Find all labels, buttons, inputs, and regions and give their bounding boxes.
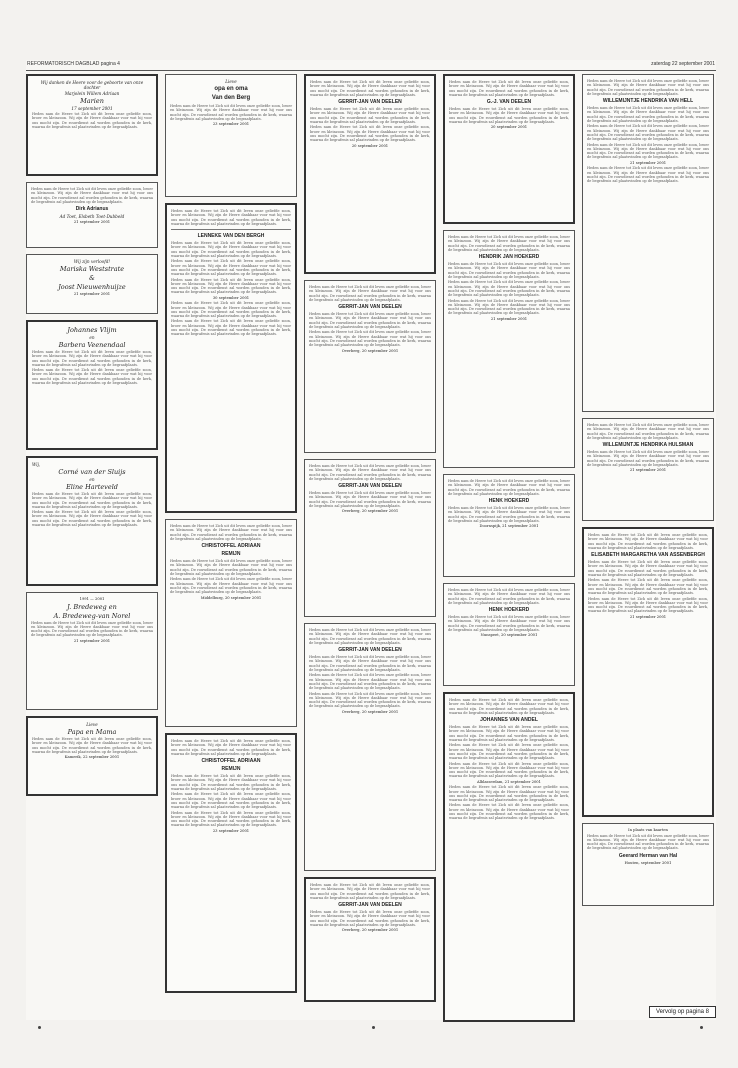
obituary-date: Overberg, 20 september 2001 [341, 348, 399, 353]
obituary-text: Heden nam de Heere tot Zich uit dit leven onze geliefde zoon, broer en kleinzoon. Wij zijn de Heere dankbaar voor wat hij voor ons mocht zijn. De rouwdienst zal worden gehouden in de kerk, waarna de begrafenis zal plaatsvinden op de begraafplaats. [309, 655, 431, 673]
bible-verse: Heden nam de Heere tot Zich uit dit leven onze geliefde zoon, broer en kleinzoon. Wij zijn de Heere dankbaar voor wat hij voor ons mocht zijn. De rouwdienst zal worden gehouden in de kerk, waarna de begrafenis zal plaatsvinden op de begraafplaats. [171, 739, 291, 756]
engagement-date: 21 september 2001 [73, 292, 111, 296]
deceased-name: GERRIT-JAN VAN DEELEN [338, 304, 402, 311]
obituary-text: Heden nam de Heere tot Zich uit dit leven onze geliefde zoon, broer en kleinzoon. Wij zijn de Heere dankbaar voor wat hij voor ons mocht zijn. De rouwdienst zal worden gehouden in de kerk, waarna de begrafenis zal plaatsvinden op de begraafplaats. [309, 691, 431, 709]
obituary-date: Middelburg, 20 september 2001 [200, 595, 262, 600]
obituary-intro: Heden nam de Heere tot Zich uit dit leven onze geliefde zoon, broer en kleinzoon. Wij zijn de Heere dankbaar voor wat hij voor ons mocht zijn. De rouwdienst zal worden gehouden in de kerk, waarna de begrafenis zal plaatsvinden op de begraafplaats. [309, 464, 431, 481]
fiance-name: Mariska Weststrate [59, 265, 125, 273]
obituary-intro: Heden nam de Heere tot Zich uit dit leven onze geliefde zoon, broer en kleinzoon. Wij zijn de Heere dankbaar voor wat hij voor ons mocht zijn. De rouwdienst zal worden gehouden in de kerk, waarna de begrafenis zal plaatsvinden op de begraafplaats. [309, 628, 431, 645]
deceased-name: GERRIT-JAN VAN DEELEN [338, 483, 402, 490]
bible-verse: Heden nam de Heere tot Zich uit dit leven onze geliefde zoon, broer en kleinzoon. Wij zijn de Heere dankbaar voor wat hij voor ons mocht zijn. De rouwdienst zal worden gehouden in de kerk, waarna de begrafenis zal plaatsvinden op de begraafplaats. [448, 235, 570, 252]
obituary-text: Heden nam de Heere tot Zich uit dit leven onze geliefde zoon, broer en kleinzoon. Wij zijn de Heere dankbaar voor wat hij voor ons mocht zijn. De rouwdienst zal worden gehouden in de kerk, waarna de begrafenis zal plaatsvinden op de begraafplaats. [448, 280, 570, 298]
funeral-details: Heden nam de Heere tot Zich uit dit leven onze geliefde zoon, broer en kleinzoon. Wij zijn de Heere dankbaar voor wat hij voor ons mocht zijn. De rouwdienst zal worden gehouden in de kerk, waarna de begrafenis zal plaatsvinden op de begraafplaats. [449, 785, 569, 803]
obituary-date: Nunspeet, 20 september 2001 [480, 633, 538, 638]
obituary-date: 20 september 2001 [351, 143, 389, 148]
obituary-date: 21 september 2001 [629, 468, 667, 473]
obituary-intro: Heden nam de Heere tot Zich uit dit leven onze geliefde zoon, broer en kleinzoon. Wij zijn de Heere dankbaar voor wat hij voor ons mocht zijn. De rouwdienst zal worden gehouden in de kerk, waarna de begrafenis zal plaatsvinden op de begraafplaats. [449, 80, 569, 97]
obituary-intro: Heden nam de Heere tot Zich uit dit leven onze geliefde zoon, broer en kleinzoon. Wij zijn de Heere dankbaar voor wat hij voor ons mocht zijn. De rouwdienst zal worden gehouden in de kerk, waarna de begrafenis zal plaatsvinden op de begraafplaats. [170, 524, 292, 541]
obituary-text: Heden nam de Heere tot Zich uit dit leven onze geliefde zoon, broer en kleinzoon. Wij zijn de Heere dankbaar voor wat hij voor ons mocht zijn. De rouwdienst zal worden gehouden in de kerk, waarna de begrafenis zal plaatsvinden op de begraafplaats. [449, 761, 569, 779]
ampersand: & [89, 274, 95, 282]
obituary-henk-hoekerd-2 [443, 583, 575, 686]
obituary-date: Overberg, 20 september 2001 [341, 509, 399, 514]
grandparents-anniversary [165, 74, 297, 197]
announcement-intro: Wij danken de Heere voor de geboorte van onze dochter [40, 80, 144, 90]
obituary-text: Heden nam de Heere tot Zich uit dit leven onze geliefde zoon, broer en kleinzoon. Wij zijn de Heere dankbaar voor wat hij voor ons mocht zijn. De rouwdienst zal worden gehouden in de kerk, waarna de begrafenis zal plaatsvinden op de begraafplaats. [309, 312, 431, 330]
funeral-details: Heden nam de Heere tot Zich uit dit leven onze geliefde zoon, broer en kleinzoon. Wij zijn de Heere dankbaar voor wat hij voor ons mocht zijn. De rouwdienst zal worden gehouden in de kerk, waarna de begrafenis zal plaatsvinden op de begraafplaats. [171, 319, 291, 337]
deceased-name: Geerard Herman van Hal [618, 852, 678, 859]
deceased-surname: REMIJN [221, 551, 241, 558]
obituary-text: Heden nam de Heere tot Zich uit dit leven onze geliefde zoon, broer en kleinzoon. Wij zijn de Heere dankbaar voor wat hij voor ons mocht zijn. De rouwdienst zal worden gehouden in de kerk, waarna de begrafenis zal plaatsvinden op de begraafplaats. [171, 792, 291, 810]
deceased-name: ELISABETH MARGARETHA VAN ASSENBERGH [591, 552, 705, 559]
obituary-text: Heden nam de Heere tot Zich uit dit leven onze geliefde zoon, broer en kleinzoon. Wij zijn de Heere dankbaar voor wat hij voor ons mocht zijn. De rouwdienst zal worden gehouden in de kerk, waarna de begrafenis zal plaatsvinden op de begraafplaats. [170, 559, 292, 577]
announcement-date: Kamerik, 22 september 2001 [64, 755, 120, 760]
obituary-van-deelen-2 [304, 280, 436, 453]
announcement-text: Heden nam de Heere tot Zich uit dit leven onze geliefde zoon, broer en kleinzoon. Wij zijn de Heere dankbaar voor wat hij voor ons mocht zijn. De rouwdienst zal worden gehouden in de kerk, waarna de begrafenis zal plaatsvinden op de begraafplaats. [31, 620, 153, 638]
obituary-text: Heden nam de Heere tot Zich uit dit leven onze geliefde zoon, broer en kleinzoon. Wij zijn de Heere dankbaar voor wat hij voor ons mocht zijn. De rouwdienst zal worden gehouden in de kerk, waarna de begrafenis zal plaatsvinden op de begraafplaats. [448, 506, 570, 524]
obituary-remijn-1 [165, 519, 297, 727]
deceased-name: WILLEMIJNTJE HENDRIKA HULSMAN [602, 442, 694, 449]
obituary-text: Heden nam de Heere tot Zich uit dit leven onze geliefde zoon, broer en kleinzoon. Wij zijn de Heere dankbaar voor wat hij voor ons mocht zijn. De rouwdienst zal worden gehouden in de kerk, waarna de begrafenis zal plaatsvinden op de begraafplaats. [310, 107, 430, 125]
announcement-text: Heden nam de Heere tot Zich uit dit leven onze geliefde zoon, broer en kleinzoon. Wij zijn de Heere dankbaar voor wat hij voor ons mocht zijn. De rouwdienst zal worden gehouden in de kerk, waarna de begrafenis zal plaatsvinden op de begraafplaats. [32, 492, 152, 509]
obituary-text: Heden nam de Heere tot Zich uit dit leven onze geliefde zoon, broer en kleinzoon. Wij zijn de Heere dankbaar voor wat hij voor ons mocht zijn. De rouwdienst zal worden gehouden in de kerk, waarna de begrafenis zal plaatsvinden op de begraafplaats. [309, 673, 431, 691]
child-name: Dirk Adrianus [75, 206, 109, 213]
wife-name: A. Bredeweg-van Norel [53, 611, 131, 620]
continued-on-page-8-link[interactable]: Vervolg op pagina 8 [649, 1006, 716, 1018]
birth-date: 17 september 2001 [71, 106, 113, 111]
obituary-van-assenbergh [582, 527, 714, 817]
deceased-surname: REMIJN [221, 766, 241, 773]
obituary-text: Heden nam de Heere tot Zich uit dit leven onze geliefde zoon, broer en kleinzoon. Wij zijn de Heere dankbaar voor wat hij voor ons mocht zijn. De rouwdienst zal worden gehouden in de kerk, waarna de begrafenis zal plaatsvinden op de begraafplaats. [310, 910, 430, 928]
announcement-intro: Lieve [86, 722, 98, 727]
obituary-date: 23 september 2001 [212, 828, 250, 833]
obituary-text: Heden nam de Heere tot Zich uit dit leven onze geliefde zoon, broer en kleinzoon. Wij zijn de Heere dankbaar voor wat hij voor ons mocht zijn. De rouwdienst zal worden gehouden in de kerk, waarna de begrafenis zal plaatsvinden op de begraafplaats. [310, 125, 430, 143]
fiancee-name: Joost Nieuwenhuijze [58, 283, 126, 291]
announcement-text: Heden nam de Heere tot Zich uit dit leven onze geliefde zoon, broer en kleinzoon. Wij zijn de Heere dankbaar voor wat hij voor ons mocht zijn. De rouwdienst zal worden gehouden in de kerk, waarna de begrafenis zal plaatsvinden op de begraafplaats. [170, 104, 292, 121]
groom-name: Corné van der Sluijs [58, 468, 126, 476]
engagement-announcement [26, 254, 158, 314]
bible-verse: Heden nam de Heere tot Zich uit dit leven onze geliefde zoon, broer en kleinzoon. Wij zijn de Heere dankbaar voor wat hij voor ons mocht zijn. De rouwdienst zal worden gehouden in de kerk, waarna de begrafenis zal plaatsvinden op de begraafplaats. [588, 533, 708, 550]
registration-mark [372, 1026, 375, 1029]
parents-anniversary [26, 716, 158, 796]
engagement-intro: Wij zijn verloofd! [73, 259, 111, 264]
obituary-date: Alblasserdam, 21 september 2001 [476, 779, 542, 784]
obituary-text: Heden nam de Heere tot Zich uit dit leven onze geliefde zoon, broer en kleinzoon. Wij zijn de Heere dankbaar voor wat hij voor ons mocht zijn. De rouwdienst zal worden gehouden in de kerk, waarna de begrafenis zal plaatsvinden op de begraafplaats. [171, 241, 291, 259]
obituary-date: 21 september 2001 [629, 160, 667, 165]
anniversary-announcement [26, 592, 158, 710]
announcement-intro: Wij, [32, 462, 41, 467]
deceased-name: CHRISTOFFEL ADRIAAN [201, 758, 261, 765]
announcement-text: Heden nam de Heere tot Zich uit dit leven onze geliefde zoon, broer en kleinzoon. Wij zijn de Heere dankbaar voor wat hij voor ons mocht zijn. De rouwdienst zal worden gehouden in de kerk, waarna de begrafenis zal plaatsvinden op de begraafplaats. [32, 368, 152, 386]
column-3 [304, 74, 436, 1008]
wedding-announcement-2 [26, 456, 158, 586]
anniversary-years: 1991 — 2001 [79, 597, 105, 601]
deceased-name: WILLEMIJNTJE HENDRIKA VAN HELL [602, 98, 694, 105]
husband-name: J. Bredeweg en [67, 602, 117, 611]
conjunction: en [89, 335, 95, 340]
obituary-van-hal [582, 823, 714, 906]
column-1 [26, 74, 158, 802]
obituary-intro: Heden nam de Heere tot Zich uit dit leven onze geliefde zoon, broer en kleinzoon. Wij zijn de Heere dankbaar voor wat hij voor ons mocht zijn. De rouwdienst zal worden gehouden in de kerk, waarna de begrafenis zal plaatsvinden op de begraafplaats. [310, 80, 430, 97]
announcement-date: 21 september 2001 [73, 220, 111, 225]
child-name: Marien [80, 97, 104, 105]
announcement-text: Heden nam de Heere tot Zich uit dit leven onze geliefde zoon, broer en kleinzoon. Wij zijn de Heere dankbaar voor wat hij voor ons mocht zijn. De rouwdienst zal worden gehouden in de kerk, waarna de begrafenis zal plaatsvinden op de begraafplaats. [32, 737, 152, 754]
obituary-date: 20 september 2001 [490, 125, 528, 130]
obituary-text: Heden nam de Heere tot Zich uit dit leven onze geliefde zoon, broer en kleinzoon. Wij zijn de Heere dankbaar voor wat hij voor ons mocht zijn. De rouwdienst zal worden gehouden in de kerk, waarna de begrafenis zal plaatsvinden op de begraafplaats. [171, 810, 291, 828]
announcement-text: Heden nam de Heere tot Zich uit dit leven onze geliefde zoon, broer en kleinzoon. Wij zijn de Heere dankbaar voor wat hij voor ons mocht zijn. De rouwdienst zal worden gehouden in de kerk, waarna de begrafenis zal plaatsvinden op de begraafplaats. [32, 510, 152, 528]
bride-name: Barbera Veenendaal [58, 341, 126, 349]
obituary-van-deelen-1 [304, 74, 436, 274]
obituary-text: Heden nam de Heere tot Zich uit dit leven onze geliefde zoon, broer en kleinzoon. Wij zijn de Heere dankbaar voor wat hij voor ons mocht zijn. De rouwdienst zal worden gehouden in de kerk, waarna de begrafenis zal plaatsvinden op de begraafplaats. [448, 615, 570, 633]
parents-names: Ad Toet, Elsbeth Toet-Dubbeld [59, 214, 125, 220]
obituary-intro: Heden nam de Heere tot Zich uit dit leven onze geliefde zoon, broer en kleinzoon. Wij zijn de Heere dankbaar voor wat hij voor ons mocht zijn. De rouwdienst zal worden gehouden in de kerk, waarna de begrafenis zal plaatsvinden op de begraafplaats. [309, 285, 431, 302]
wedding-announcement [26, 320, 158, 450]
obituary-hulsman [582, 418, 714, 521]
obituary-van-deelen-4 [304, 623, 436, 871]
birth-announcement-2 [26, 182, 158, 248]
obituary-text: Heden nam de Heere tot Zich uit dit leven onze geliefde zoon, broer en kleinzoon. Wij zijn de Heere dankbaar voor wat hij voor ons mocht zijn. De rouwdienst zal worden gehouden in de kerk, waarna de begrafenis zal plaatsvinden op de begraafplaats. [449, 725, 569, 743]
groom-name: Johannes Vlijm [67, 326, 117, 334]
funeral-details: Heden nam de Heere tot Zich uit dit leven onze geliefde zoon, broer en kleinzoon. Wij zijn de Heere dankbaar voor wat hij voor ons mocht zijn. De rouwdienst zal worden gehouden in de kerk, waarna de begrafenis zal plaatsvinden op de begraafplaats. [449, 803, 569, 821]
obituary-text: Heden nam de Heere tot Zich uit dit leven onze geliefde zoon, broer en kleinzoon. Wij zijn de Heere dankbaar voor wat hij voor ons mocht zijn. De rouwdienst zal worden gehouden in de kerk, waarna de begrafenis zal plaatsvinden op de begraafplaats. [171, 277, 291, 295]
obituary-date: 21 september 2001 [490, 316, 528, 321]
obituary-date: 30 september 2001 [212, 295, 250, 300]
obituary-date: Doornspijk, 21 september 2001 [479, 524, 539, 529]
obituary-text: Heden nam de Heere tot Zich uit dit leven onze geliefde zoon, broer en kleinzoon. Wij zijn de Heere dankbaar voor wat hij voor ons mocht zijn. De rouwdienst zal worden gehouden in de kerk, waarna de begrafenis zal plaatsvinden op de begraafplaats. [309, 330, 431, 348]
parents-title: Papa en Mama [67, 728, 117, 736]
obituary-intro: Heden nam de Heere tot Zich uit dit leven onze geliefde zoon, broer en kleinzoon. Wij zijn de Heere dankbaar voor wat hij voor ons mocht zijn. De rouwdienst zal worden gehouden in de kerk, waarna de begrafenis zal plaatsvinden op de begraafplaats. [310, 883, 430, 900]
bible-verse: Heden nam de Heere tot Zich uit dit leven onze geliefde zoon, broer en kleinzoon. Wij zijn de Heere dankbaar voor wat hij voor ons mocht zijn. De rouwdienst zal worden gehouden in de kerk, waarna de begrafenis zal plaatsvinden op de begraafplaats. [587, 79, 709, 96]
obituary-van-deelen-5 [304, 877, 436, 1002]
obituary-henk-hoekerd-1 [443, 474, 575, 577]
grandparents-title: opa en oma [214, 86, 248, 92]
page-header [26, 60, 716, 71]
announcement-text: Heden nam de Heere tot Zich uit dit leven onze geliefde zoon, broer en kleinzoon. Wij zijn de Heere dankbaar voor wat hij voor ons mocht zijn. De rouwdienst zal worden gehouden in de kerk, waarna de begrafenis zal plaatsvinden op de begraafplaats. [31, 187, 153, 204]
obituary-text: Heden nam de Heere tot Zich uit dit leven onze geliefde zoon, broer en kleinzoon. Wij zijn de Heere dankbaar voor wat hij voor ons mocht zijn. De rouwdienst zal worden gehouden in de kerk, waarna de begrafenis zal plaatsvinden op de begraafplaats. [587, 106, 709, 124]
deceased-name: GERRIT-JAN VAN DEELEN [338, 902, 402, 909]
obituary-text: Heden nam de Heere tot Zich uit dit leven onze geliefde zoon, broer en kleinzoon. Wij zijn de Heere dankbaar voor wat hij voor ons mocht zijn. De rouwdienst zal worden gehouden in de kerk, waarna de begrafenis zal plaatsvinden op de begraafplaats. [448, 262, 570, 280]
obituary-text: Heden nam de Heere tot Zich uit dit leven onze geliefde zoon, broer en kleinzoon. Wij zijn de Heere dankbaar voor wat hij voor ons mocht zijn. De rouwdienst zal worden gehouden in de kerk, waarna de begrafenis zal plaatsvinden op de begraafplaats. [170, 577, 292, 595]
deceased-name: CHRISTOFFEL ADRIAAN [201, 543, 261, 550]
announcement-names: Marjolein Willem Adriaan [64, 91, 120, 96]
obituary-hendrik-jan-hoekerd [443, 230, 575, 468]
registration-mark [38, 1026, 41, 1029]
column-5 [582, 74, 714, 912]
obituary-text: Heden nam de Heere tot Zich uit dit leven onze geliefde zoon, broer en kleinzoon. Wij zijn de Heere dankbaar voor wat hij voor ons mocht zijn. De rouwdienst zal worden gehouden in de kerk, waarna de begrafenis zal plaatsvinden op de begraafplaats. [587, 142, 709, 160]
obituary-g-j-van-deelen [443, 74, 575, 224]
notice-heading: In plaats van kaarten [628, 828, 668, 832]
obituary-text: Heden nam de Heere tot Zich uit dit leven onze geliefde zoon, broer en kleinzoon. Wij zijn de Heere dankbaar voor wat hij voor ons mocht zijn. De rouwdienst zal worden gehouden in de kerk, waarna de begrafenis zal plaatsvinden op de begraafplaats. [171, 774, 291, 792]
bible-verse: Heden nam de Heere tot Zich uit dit leven onze geliefde zoon, broer en kleinzoon. Wij zijn de Heere dankbaar voor wat hij voor ons mocht zijn. De rouwdienst zal worden gehouden in de kerk, waarna de begrafenis zal plaatsvinden op de begraafplaats. [171, 209, 291, 226]
obituary-text: Heden nam de Heere tot Zich uit dit leven onze geliefde zoon, broer en kleinzoon. Wij zijn de Heere dankbaar voor wat hij voor ons mocht zijn. De rouwdienst zal worden gehouden in de kerk, waarna de begrafenis zal plaatsvinden op de begraafplaats. [588, 596, 708, 614]
announcement-text: Heden nam de Heere tot Zich uit dit leven onze geliefde zoon, broer en kleinzoon. Wij zijn de Heere dankbaar voor wat hij voor ons mocht zijn. De rouwdienst zal worden gehouden in de kerk, waarna de begrafenis zal plaatsvinden op de begraafplaats. [32, 112, 152, 129]
obituary-date: Overberg, 20 september 2001 [341, 709, 399, 714]
announcement-date: 23 september 2001 [212, 122, 250, 127]
conjunction: en [89, 477, 95, 482]
anniversary-date: 21 september 2001 [73, 638, 111, 643]
obituary-remijn-2 [165, 733, 297, 993]
announcement-text: Heden nam de Heere tot Zich uit dit leven onze geliefde zoon, broer en kleinzoon. Wij zijn de Heere dankbaar voor wat hij voor ons mocht zijn. De rouwdienst zal worden gehouden in de kerk, waarna de begrafenis zal plaatsvinden op de begraafplaats. [32, 350, 152, 367]
deceased-name: HENK HOEKERD [488, 607, 530, 614]
obituary-text: Heden nam de Heere tot Zich uit dit leven onze geliefde zoon, broer en kleinzoon. Wij zijn de Heere dankbaar voor wat hij voor ons mocht zijn. De rouwdienst zal worden gehouden in de kerk, waarna de begrafenis zal plaatsvinden op de begraafplaats. [587, 833, 709, 851]
header-left: REFORMATORISCH DAGBLAD pagina 4 [27, 61, 120, 67]
newspaper-page [26, 60, 716, 1020]
obituary-text: Heden nam de Heere tot Zich uit dit leven onze geliefde zoon, broer en kleinzoon. Wij zijn de Heere dankbaar voor wat hij voor ons mocht zijn. De rouwdienst zal worden gehouden in de kerk, waarna de begrafenis zal plaatsvinden op de begraafplaats. [588, 560, 708, 578]
column-4 [443, 74, 575, 1028]
announcement-intro: Lieve [225, 79, 237, 84]
bible-verse: Heden nam de Heere tot Zich uit dit leven onze geliefde zoon, broer en kleinzoon. Wij zijn de Heere dankbaar voor wat hij voor ons mocht zijn. De rouwdienst zal worden gehouden in de kerk, waarna de begrafenis zal plaatsvinden op de begraafplaats. [449, 698, 569, 715]
obituary-intro: Heden nam de Heere tot Zich uit dit leven onze geliefde zoon, broer en kleinzoon. Wij zijn de Heere dankbaar voor wat hij voor ons mocht zijn. De rouwdienst zal worden gehouden in de kerk, waarna de begrafenis zal plaatsvinden op de begraafplaats. [448, 588, 570, 605]
obituary-lenneke [165, 203, 297, 513]
birth-announcement [26, 74, 158, 176]
deceased-name: HENK HOEKERD [488, 498, 530, 505]
obituary-text: Heden nam de Heere tot Zich uit dit leven onze geliefde zoon, broer en kleinzoon. Wij zijn de Heere dankbaar voor wat hij voor ons mocht zijn. De rouwdienst zal worden gehouden in de kerk, waarna de begrafenis zal plaatsvinden op de begraafplaats. [309, 491, 431, 509]
deceased-name: JOHANNES VAN ANDEL [480, 717, 538, 724]
obituary-date: Houten, september 2001 [624, 860, 672, 865]
registration-mark [700, 1026, 703, 1029]
obituary-van-hell [582, 74, 714, 412]
column-2 [165, 74, 297, 999]
obituary-text: Heden nam de Heere tot Zich uit dit leven onze geliefde zoon, broer en kleinzoon. Wij zijn de Heere dankbaar voor wat hij voor ons mocht zijn. De rouwdienst zal worden gehouden in de kerk, waarna de begrafenis zal plaatsvinden op de begraafplaats. [587, 124, 709, 142]
obituary-text: Heden nam de Heere tot Zich uit dit leven onze geliefde zoon, broer en kleinzoon. Wij zijn de Heere dankbaar voor wat hij voor ons mocht zijn. De rouwdienst zal worden gehouden in de kerk, waarna de begrafenis zal plaatsvinden op de begraafplaats. [587, 450, 709, 468]
obituary-date: Overberg, 20 september 2001 [341, 928, 399, 933]
obituary-text: Heden nam de Heere tot Zich uit dit leven onze geliefde zoon, broer en kleinzoon. Wij zijn de Heere dankbaar voor wat hij voor ons mocht zijn. De rouwdienst zal worden gehouden in de kerk, waarna de begrafenis zal plaatsvinden op de begraafplaats. [449, 107, 569, 125]
header-date: zaterdag 22 september 2001 [651, 61, 715, 67]
grandparents-name: Van den Berg [211, 95, 251, 101]
obituary-text: Heden nam de Heere tot Zich uit dit leven onze geliefde zoon, broer en kleinzoon. Wij zijn de Heere dankbaar voor wat hij voor ons mocht zijn. De rouwdienst zal worden gehouden in de kerk, waarna de begrafenis zal plaatsvinden op de begraafplaats. [449, 743, 569, 761]
obituary-johannes-van-andel [443, 692, 575, 1022]
funeral-details: Heden nam de Heere tot Zich uit dit leven onze geliefde zoon, broer en kleinzoon. Wij zijn de Heere dankbaar voor wat hij voor ons mocht zijn. De rouwdienst zal worden gehouden in de kerk, waarna de begrafenis zal plaatsvinden op de begraafplaats. [171, 301, 291, 319]
obituary-text: Heden nam de Heere tot Zich uit dit leven onze geliefde zoon, broer en kleinzoon. Wij zijn de Heere dankbaar voor wat hij voor ons mocht zijn. De rouwdienst zal worden gehouden in de kerk, waarna de begrafenis zal plaatsvinden op de begraafplaats. [588, 578, 708, 596]
obituary-van-deelen-3 [304, 459, 436, 617]
obituary-intro: Heden nam de Heere tot Zich uit dit leven onze geliefde zoon, broer en kleinzoon. Wij zijn de Heere dankbaar voor wat hij voor ons mocht zijn. De rouwdienst zal worden gehouden in de kerk, waarna de begrafenis zal plaatsvinden op de begraafplaats. [448, 479, 570, 496]
deceased-name: LENNEKE VAN DEN BERGH [197, 233, 265, 240]
obituary-date: 21 september 2001 [629, 614, 667, 619]
deceased-name: HENDRIK JAN HOEKERD [478, 254, 540, 261]
deceased-name: GERRIT-JAN VAN DEELEN [338, 647, 402, 654]
bride-name: Eline Harteveld [66, 483, 118, 491]
funeral-details: Heden nam de Heere tot Zich uit dit leven onze geliefde zoon, broer en kleinzoon. Wij zijn de Heere dankbaar voor wat hij voor ons mocht zijn. De rouwdienst zal worden gehouden in de kerk, waarna de begrafenis zal plaatsvinden op de begraafplaats. [587, 166, 709, 184]
obituary-text: Heden nam de Heere tot Zich uit dit leven onze geliefde zoon, broer en kleinzoon. Wij zijn de Heere dankbaar voor wat hij voor ons mocht zijn. De rouwdienst zal worden gehouden in de kerk, waarna de begrafenis zal plaatsvinden op de begraafplaats. [171, 259, 291, 277]
obituary-intro: Heden nam de Heere tot Zich uit dit leven onze geliefde zoon, broer en kleinzoon. Wij zijn de Heere dankbaar voor wat hij voor ons mocht zijn. De rouwdienst zal worden gehouden in de kerk, waarna de begrafenis zal plaatsvinden op de begraafplaats. [587, 423, 709, 440]
deceased-name: GERRIT-JAN VAN DEELEN [338, 99, 402, 106]
obituary-text: Heden nam de Heere tot Zich uit dit leven onze geliefde zoon, broer en kleinzoon. Wij zijn de Heere dankbaar voor wat hij voor ons mocht zijn. De rouwdienst zal worden gehouden in de kerk, waarna de begrafenis zal plaatsvinden op de begraafplaats. [448, 298, 570, 316]
deceased-name: G.-J. VAN DEELEN [486, 99, 532, 106]
